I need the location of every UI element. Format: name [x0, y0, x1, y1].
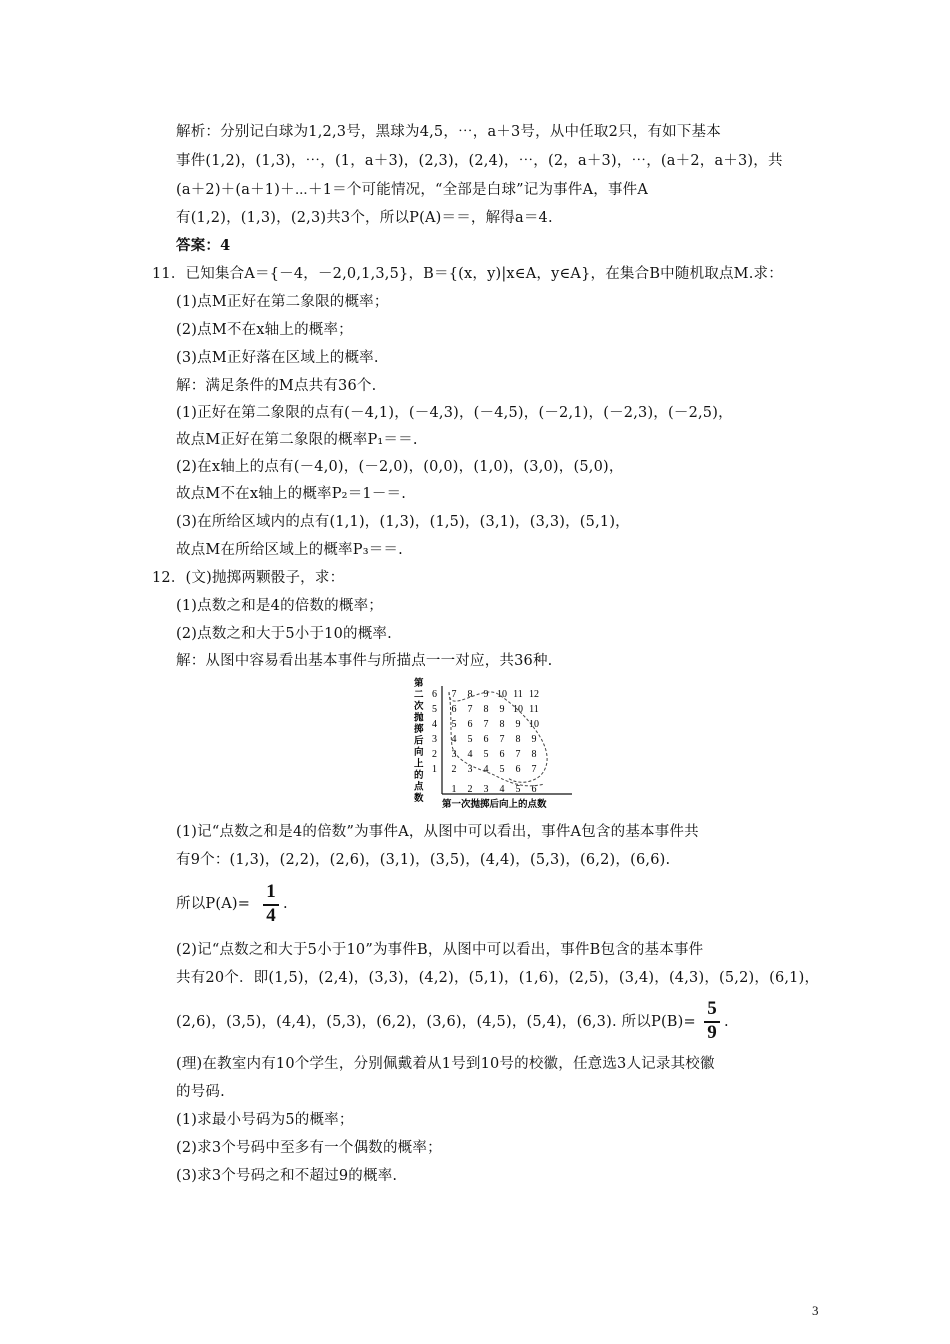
grid-cell-value: 8: [483, 704, 489, 715]
fraction-denominator: 4: [266, 905, 276, 926]
fraction-numerator: 5: [707, 998, 717, 1019]
grid-cell-value: 10: [513, 704, 523, 715]
x-tick-labels: [452, 784, 537, 795]
text-line: 有9个：(1,3)，(2,2)，(2,6)，(3,1)，(3,5)，(4,4)，(5,3)，(6,2)，(6,6).: [176, 852, 671, 868]
text-line: (a＋2)＋(a＋1)＋⋯＋1＝个可能情况，“全部是白球”记为事件A，事件A: [176, 182, 649, 198]
problem-statement: 11．已知集合A＝{－4，－2,0,1,3,5}，B＝{(x，y)|x∈A，y∈A}，在集合B中随机取点M.求：: [152, 266, 783, 282]
text-line: (2)求3个号码中至多有一个偶数的概率；: [176, 1140, 442, 1156]
fraction-denominator: 9: [707, 1022, 717, 1043]
y-title-char: 二: [414, 689, 424, 701]
text-line: (3)点M正好落在区域上的概率.: [176, 350, 379, 366]
grid-cell-value: 9: [499, 704, 505, 715]
grid-cell-value: 6: [483, 734, 489, 745]
text-line: 故点M正好在第二象限的概率P₁＝＝.: [176, 432, 418, 448]
text-line: (2)点数之和大于5小于10的概率.: [176, 626, 392, 642]
grid-cell-value: 5: [467, 734, 473, 745]
text-line: 事件(1,2)，(1,3)，⋯，(1，a＋3)，(2,3)，(2,4)，⋯，(2，a＋3)，⋯，(a＋2，a＋3)，共: [176, 153, 783, 169]
grid-cell-value: 10: [529, 719, 539, 730]
y-title-char: 掷: [414, 724, 424, 735]
grid-cell-value: 9: [483, 689, 489, 700]
text-line: (3)求3个号码之和不超过9的概率.: [176, 1168, 398, 1184]
grid-cell-value: 3: [451, 749, 457, 760]
grid-cell-value: 11: [529, 704, 539, 715]
y-axis-title: [413, 677, 424, 804]
grid-cell-value: 10: [497, 689, 507, 700]
grid-cell-value: 9: [531, 734, 537, 745]
text-line: (1)记“点数之和是4的倍数”为事件A，从图中可以看出，事件A包含的基本事件共: [176, 824, 699, 840]
grid-cell-value: 4: [451, 734, 457, 745]
y-title-char: 的: [414, 770, 424, 781]
y-title-char: 向: [414, 747, 424, 758]
grid-cell-value: 7: [515, 749, 521, 760]
text-line: 共有20个．即(1,5)，(2,4)，(3,3)，(4,2)，(5,1)，(1,6)，(2,5)，(3,4)，(4,3)，(5,2)，(6,1)，: [176, 970, 820, 986]
answer-line: 答案：4: [176, 237, 231, 254]
y-title-char: 抛: [414, 712, 424, 724]
grid-cell-value: 2: [451, 764, 457, 775]
fraction-numerator: 1: [266, 881, 276, 902]
y-tick-label: 4: [432, 719, 437, 730]
x-tick-label: 4: [499, 784, 505, 795]
grid-cell-value: 7: [531, 764, 537, 775]
x-tick-label: 1: [451, 784, 457, 795]
grid-cell-value: 5: [451, 719, 457, 730]
text-line: (1)正好在第二象限的点有(－4,1)，(－4,3)，(－4,5)，(－2,1)，(－2,3)，(－2,5)，: [176, 405, 733, 421]
grid-cell-value: 8: [499, 719, 505, 730]
grid-cell-value: 7: [483, 719, 489, 730]
grid-cell-value: 6: [515, 764, 521, 775]
y-title-char: 次: [414, 701, 424, 712]
text-line: (理)在教室内有10个学生，分别佩戴着从1号到10号的校徽，任意选3人记录其校徽: [176, 1056, 715, 1072]
grid-cell-value: 4: [467, 749, 473, 760]
text-line: 有(1,2)，(1,3)，(2,3)共3个，所以P(A)＝＝，解得a＝4.: [176, 210, 553, 226]
x-tick-label: 5: [515, 784, 521, 795]
text-line: 解析：分别记白球为1,2,3号，黑球为4,5，⋯，a＋3号，从中任取2只，有如下基本: [176, 124, 721, 140]
y-title-char: 第: [414, 678, 424, 689]
y-title-char: 后: [414, 735, 424, 747]
grid-cell-value: 5: [499, 764, 505, 775]
text-line: 故点M在所给区域上的概率P₃＝＝.: [176, 542, 403, 558]
text-line: (2,6)，(3,5)，(4,4)，(5,3)，(6,2)，(3,6)，(4,5)，(5,4)，(6,3). 所以P(B)=: [176, 1014, 696, 1030]
page-number: 3: [812, 1303, 819, 1318]
y-tick-label: 1: [432, 764, 437, 775]
period: .: [283, 896, 288, 912]
problem-statement: 12．(文)抛掷两颗骰子，求：: [152, 570, 345, 586]
y-title-char: 上: [414, 758, 424, 770]
grid-cell-value: 11: [513, 689, 523, 700]
grid-cell-value: 9: [515, 719, 521, 730]
text-line: (3)在所给区域内的点有(1,1)，(1,3)，(1,5)，(3,1)，(3,3)，(5,1)，: [176, 514, 630, 530]
grid-cell-value: 6: [499, 749, 505, 760]
grid-cell-value: 4: [483, 764, 489, 775]
x-tick-label: 6: [531, 784, 537, 795]
y-title-char: 数: [414, 793, 424, 804]
y-tick-label: 6: [432, 689, 437, 700]
text-line: 所以P(A)=: [176, 896, 251, 912]
text-line: (1)点M正好在第二象限的概率；: [176, 294, 389, 310]
text-line: (2)点M不在x轴上的概率；: [176, 322, 353, 338]
grid-cell-value: 7: [467, 704, 473, 715]
x-tick-label: 3: [483, 784, 489, 795]
text-line: 解：从图中容易看出基本事件与所描点一一对应，共36种.: [176, 653, 553, 669]
text-line: (1)求最小号码为5的概率；: [176, 1112, 354, 1128]
text-line: 故点M不在x轴上的概率P₂＝1－＝.: [176, 486, 407, 502]
text-line: (2)在x轴上的点有(－4,0)，(－2,0)，(0,0)，(1,0)，(3,0)，(5,0)，: [176, 459, 624, 475]
grid-cell-value: 5: [483, 749, 489, 760]
y-title-char: 点: [414, 781, 424, 793]
text-line: (2)记“点数之和大于5小于10”为事件B，从图中可以看出，事件B包含的基本事件: [176, 942, 704, 958]
y-tick-label: 5: [432, 704, 437, 715]
grid-cell-value: 7: [499, 734, 505, 745]
y-tick-label: 3: [432, 734, 437, 745]
grid-cell-value: 7: [451, 689, 457, 700]
grid-cell-value: 8: [515, 734, 521, 745]
dice-sum-grid-figure: [412, 676, 582, 816]
period: .: [724, 1014, 729, 1030]
x-tick-label: 2: [467, 784, 473, 795]
grid-cell-value: 3: [467, 764, 473, 775]
grid-cell-value: 6: [451, 704, 457, 715]
text-line: 解：满足条件的M点共有36个.: [176, 378, 377, 394]
text-line: (1)点数之和是4的倍数的概率；: [176, 598, 383, 614]
x-axis-title: 第一次抛掷后向上的点数: [442, 799, 547, 810]
text-line: 的号码.: [176, 1084, 225, 1100]
y-tick-label: 2: [432, 749, 437, 760]
grid-cell-value: 8: [531, 749, 537, 760]
grid-cell-value: 8: [467, 689, 473, 700]
grid-cell-value: 12: [529, 689, 539, 700]
y-tick-labels: [432, 689, 437, 775]
grid-cell-value: 6: [467, 719, 473, 730]
